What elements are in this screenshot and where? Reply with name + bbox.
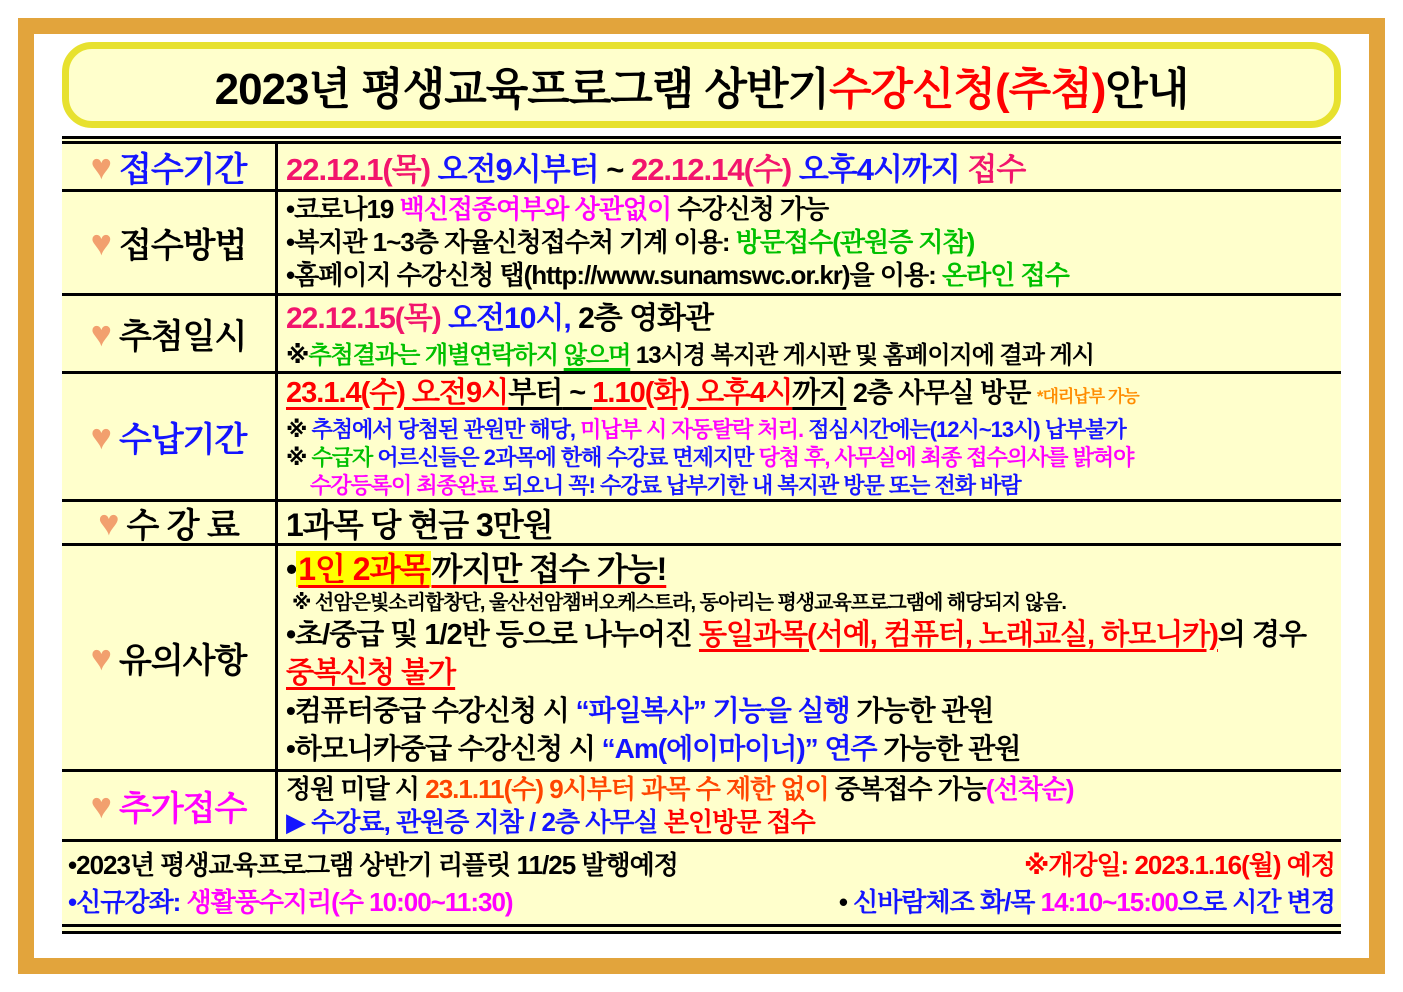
label-payment-period: 수납기간: [118, 421, 247, 459]
row-payment-period: [62, 374, 1341, 502]
text-segment: 안내: [1105, 65, 1189, 114]
method-online-text: [286, 259, 1331, 292]
label-reception-method: 접수방법: [118, 227, 247, 265]
text-segment: •2023년 평생교육프로그램 상반기 리플릿 11/25 발행예정: [68, 850, 678, 880]
info-table: [62, 136, 1341, 934]
text-segment: ~: [606, 152, 631, 187]
text-segment: 1과목 당 현금 3만원: [286, 506, 553, 543]
text-segment: 2층 사무실 방문: [846, 377, 1037, 408]
text-segment: 22.12.1(목): [286, 152, 431, 187]
payment-note-2: [286, 444, 1331, 472]
notes-content: [278, 546, 1341, 769]
schedule-change-note: [839, 884, 1335, 921]
text-segment: ※: [286, 416, 312, 442]
text-segment: 접수: [967, 152, 1026, 187]
text-segment: (선착순): [985, 773, 1074, 804]
reception-period-text: [286, 144, 1331, 189]
text-segment: 오전10시,: [440, 301, 571, 335]
heart-icon: ♥: [90, 312, 111, 354]
text-segment: •: [838, 887, 847, 917]
text-segment: 정원 미달 시: [286, 773, 426, 804]
text-segment: 2층 영화관: [570, 301, 714, 335]
label-additional-reception: 추가접수: [118, 790, 247, 828]
reception-period-content: [278, 144, 1341, 189]
text-segment: •: [68, 887, 77, 917]
text-segment: 23.1.4(수) 오전9시: [286, 376, 509, 409]
heart-icon: ♥: [98, 501, 119, 543]
text-segment: 추첨결과는 개별연락하지: [308, 341, 564, 369]
lottery-datetime-content: [278, 296, 1341, 371]
text-segment: 14:10~15:00: [1040, 887, 1178, 917]
text-segment: 되오니 꼭! 수강료 납부기한 내 복지관 방문 또는 전화 바람: [497, 472, 1021, 498]
label-cell-additional-reception: [62, 772, 278, 839]
text-segment: 1.10(화) 오후4시: [592, 376, 793, 409]
text-segment: 백신접종여부와 상관없이: [399, 194, 672, 224]
text-segment: 온라인 접수: [942, 260, 1069, 290]
footer-line-1: [68, 847, 1335, 884]
text-segment: 않으며: [563, 341, 631, 369]
additional-reception-text: [286, 773, 1331, 806]
text-segment: ※: [286, 341, 309, 369]
label-tuition-fee: 수 강 료: [126, 507, 239, 545]
leaflet-note: [68, 847, 678, 884]
text-segment: 미납부 시 자동탈락 처리.: [580, 416, 809, 442]
text-segment: 추첨에서 당첨된 관원만 해당,: [311, 416, 581, 442]
text-segment: 본인방문 접수: [663, 806, 815, 837]
text-segment: 가능한 관원: [876, 732, 1021, 764]
text-segment: 부터: [508, 376, 563, 409]
text-segment: ※개강일: 2023.1.16(월) 예정: [1023, 850, 1335, 880]
additional-reception-content: [278, 772, 1341, 839]
footer-notes: [62, 842, 1341, 924]
text-segment: 1인 2과목: [298, 550, 430, 587]
text-segment: 생활풍수지리(수 10:00~11:30): [186, 887, 513, 917]
lottery-result-note: [286, 341, 1331, 371]
notes-harmonica-text: [286, 730, 1331, 768]
text-segment: 으로 시간 변경: [1177, 887, 1335, 917]
payment-note-1: [286, 416, 1331, 444]
label-reception-period: 접수기간: [118, 151, 247, 189]
row-reception-method: [62, 192, 1341, 296]
text-segment: 수강신청 가능: [671, 194, 829, 224]
text-segment: •코로나19: [286, 194, 400, 224]
text-segment: 가능한 관원: [849, 694, 994, 726]
tuition-fee-text: [286, 502, 1331, 543]
text-segment: ~: [562, 376, 593, 409]
label-cell-reception-period: [62, 144, 278, 189]
text-segment: 동일과목(서예, 컴퓨터, 노래교실, 하모니카): [698, 618, 1218, 651]
text-segment: ※: [286, 444, 312, 470]
text-segment: 어르신들은 2과목에 한해 수강료 면제지만: [372, 444, 759, 470]
notes-computer-text: [286, 692, 1331, 730]
payment-note-3: [286, 472, 1331, 500]
text-segment: 13시경 복지관 게시판 및 홈페이지에 결과 게시: [630, 341, 1094, 369]
row-reception-period: [62, 144, 1341, 192]
text-segment: 중복접수 가능: [834, 773, 986, 804]
text-segment: 중복신청 불가: [286, 656, 456, 689]
payment-period-text: [286, 374, 1331, 416]
label-cell-notes: [62, 546, 278, 769]
row-lottery-datetime: [62, 296, 1341, 374]
row-additional-reception: [62, 772, 1341, 842]
text-segment: 23.1.11(수) 9시부터 과목 수 제한 없이: [425, 773, 835, 804]
text-segment: ※ 선암은빛소리합창단, 울산선암챔버오케스트라, 동아리는 평생교육프로그램에 해당되지 않음.: [292, 591, 1066, 614]
text-segment: •복지관 1~3층 자율신청접수처 기계 이용:: [286, 227, 736, 257]
text-segment: 수강신청(추첨): [829, 65, 1106, 114]
text-segment: 22.12.15(목): [286, 301, 441, 335]
text-segment: 신규강좌:: [76, 887, 187, 917]
heart-icon: ♥: [90, 784, 111, 826]
text-segment: “파일복사” 기능을 실행: [575, 694, 850, 726]
notes-duplicate-text: [286, 616, 1331, 692]
text-segment: 당첨 후, 사무실에 최종 접수의사를 밝혀야: [758, 444, 1134, 470]
text-segment: 22.12.14(수): [630, 152, 792, 187]
label-cell-payment-period: [62, 374, 278, 499]
new-course-note: [68, 884, 513, 921]
tuition-fee-content: [278, 502, 1341, 543]
text-segment: 오전9시부터: [430, 152, 607, 187]
additional-reception-visit-text: [286, 806, 1331, 839]
text-segment: 까지: [792, 376, 847, 409]
row-notes: [62, 546, 1341, 772]
label-cell-reception-method: [62, 192, 278, 293]
label-lottery-datetime: 추첨일시: [118, 318, 247, 356]
method-visit-text: [286, 226, 1331, 259]
text-segment: 2023년 평생교육프로그램 상반기: [214, 65, 830, 114]
text-segment: •홈페이지 수강신청 탭(http://www.sunamswc.or.kr)을 이용:: [286, 260, 943, 290]
text-segment: 까지만 접수 가능!: [431, 550, 667, 587]
label-cell-tuition-fee: [62, 502, 278, 543]
text-segment: *대리납부 가능: [1036, 386, 1139, 406]
text-segment: 신바람체조 화/목: [846, 887, 1041, 917]
text-segment: •컴퓨터중급 수강신청 시: [286, 694, 576, 726]
row-tuition-fee: [62, 502, 1341, 546]
text-segment: 오후4시까지: [791, 152, 968, 187]
notes-limit-text: [286, 548, 1331, 590]
method-covid-text: [286, 193, 1331, 226]
text-segment: 수강등록이 최종완료: [310, 472, 498, 498]
lottery-datetime-text: [286, 297, 1331, 341]
text-segment: “Am(에이마이너)” 연주: [601, 732, 877, 764]
label-notes: 유의사항: [118, 642, 247, 680]
heart-icon: ♥: [90, 145, 111, 187]
text-segment: •: [286, 550, 297, 587]
course-start-note: [1024, 847, 1335, 884]
text-segment: 방문접수(관원증 지참): [735, 227, 975, 257]
reception-method-content: [278, 192, 1341, 293]
payment-period-content: [278, 374, 1341, 499]
heart-icon: ♥: [90, 221, 111, 263]
text-segment: •초/중급 및 1/2반 등으로 나누어진: [286, 618, 699, 651]
text-segment: 수급자: [311, 444, 373, 470]
text-segment: 점심시간에는(12시~13시) 납부불가: [808, 416, 1126, 442]
notes-exclusion-text: [286, 590, 1331, 616]
text-segment: •하모니카중급 수강신청 시: [286, 732, 602, 764]
footer-line-2: [68, 884, 1335, 921]
text-segment: ▶ 수강료, 관원증 지참 / 2층 사무실: [286, 806, 664, 837]
heart-icon: ♥: [90, 415, 111, 457]
page-title: [62, 42, 1341, 128]
text-segment: 의 경우: [1217, 618, 1306, 651]
heart-icon: ♥: [90, 636, 111, 678]
poster-content: [62, 42, 1341, 934]
label-cell-lottery-datetime: [62, 296, 278, 371]
